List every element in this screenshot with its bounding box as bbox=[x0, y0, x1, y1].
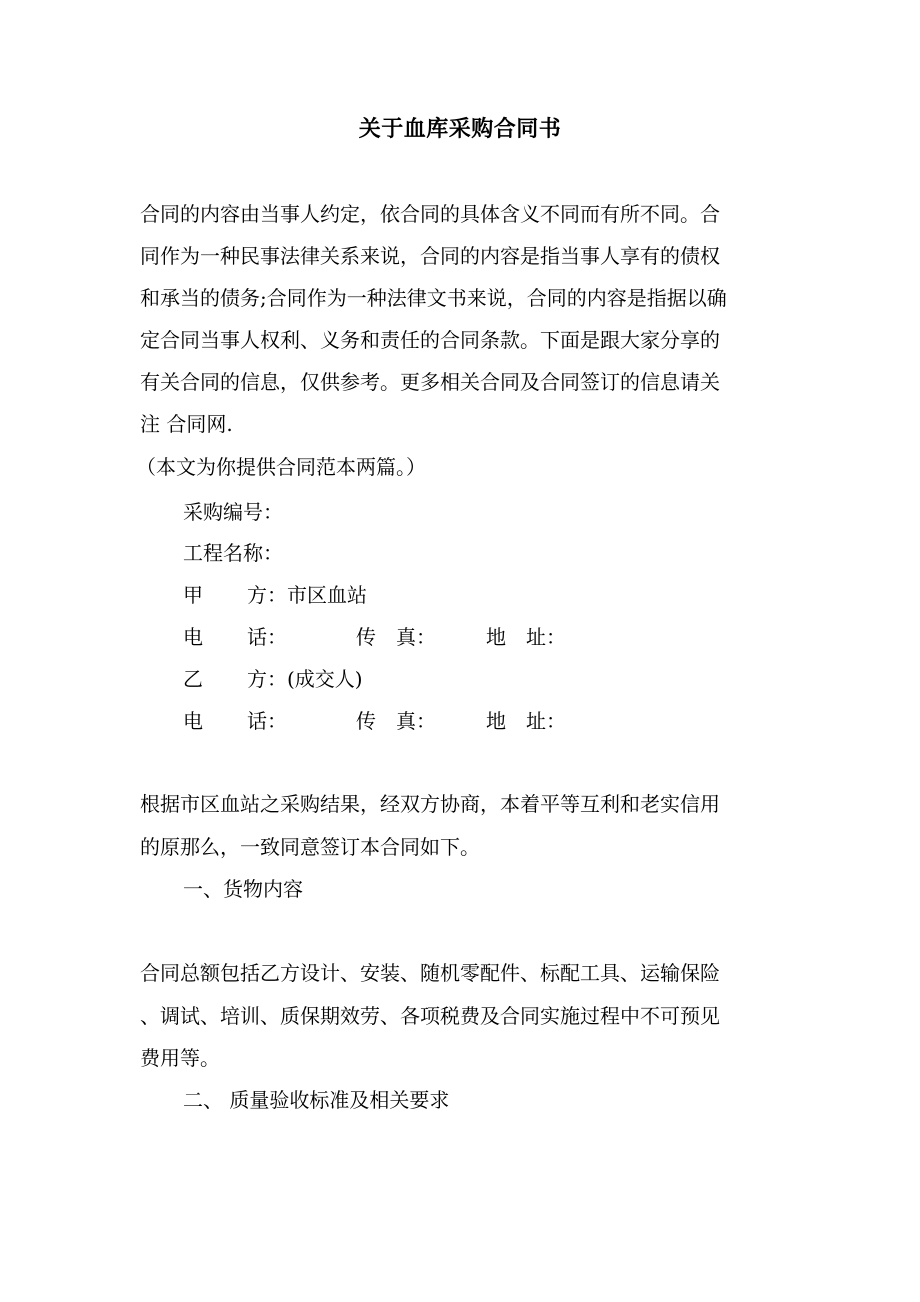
party-b-address-label: 地 址： bbox=[486, 709, 566, 733]
agreement-line: 的原那么，一致同意签订本合同如下。 bbox=[140, 835, 480, 859]
party-a-address-label: 地 址： bbox=[486, 625, 566, 649]
party-b-name: 方：(成交人) bbox=[247, 667, 363, 691]
document-title: 关于血库采购合同书 bbox=[358, 116, 562, 142]
intro-line: 注 合同网. bbox=[140, 412, 233, 436]
party-a-phone-label-1: 电 bbox=[183, 625, 203, 649]
section-heading-2: 二、 质量验收标准及相关要求 bbox=[183, 1088, 450, 1112]
party-b-label: 乙 bbox=[183, 667, 203, 691]
party-b-phone-label-1: 电 bbox=[183, 709, 203, 733]
intro-line: 同作为一种民事法律关系来说，合同的内容是指当事人享有的债权 bbox=[140, 244, 720, 268]
intro-line: 有关合同的信息，仅供参考。更多相关合同及合同签订的信息请关 bbox=[140, 370, 720, 394]
agreement-line: 根据市区血站之采购结果，经双方协商，本着平等互利和老实信用 bbox=[140, 792, 720, 816]
purchase-number-label: 采购编号： bbox=[183, 500, 283, 524]
note-text: （本文为你提供合同范本两篇。） bbox=[136, 455, 426, 479]
party-a-fax-label: 传 真： bbox=[356, 625, 436, 649]
intro-line: 和承当的债务;合同作为一种法律文书来说，合同的内容是指据以确 bbox=[140, 286, 727, 310]
intro-line: 定合同当事人权利、义务和责任的合同条款。下面是跟大家分享的 bbox=[140, 328, 720, 352]
party-a-name: 方：市区血站 bbox=[247, 583, 367, 607]
total-line: 费用等。 bbox=[140, 1046, 220, 1070]
party-a-phone-label-2: 话： bbox=[247, 625, 287, 649]
intro-line: 合同的内容由当事人约定，依合同的具体含义不同而有所不同。合 bbox=[140, 202, 720, 226]
total-line: 合同总额包括乙方设计、安装、随机零配件、标配工具、运输保险 bbox=[140, 961, 720, 985]
party-b-fax-label: 传 真： bbox=[356, 709, 436, 733]
party-a-label: 甲 bbox=[183, 583, 203, 607]
party-b-phone-label-2: 话： bbox=[247, 709, 287, 733]
project-name-label: 工程名称： bbox=[183, 541, 283, 565]
section-heading-1: 一、货物内容 bbox=[183, 877, 303, 901]
total-line: 、调试、培训、质保期效劳、各项税费及合同实施过程中不可预见 bbox=[140, 1004, 720, 1028]
